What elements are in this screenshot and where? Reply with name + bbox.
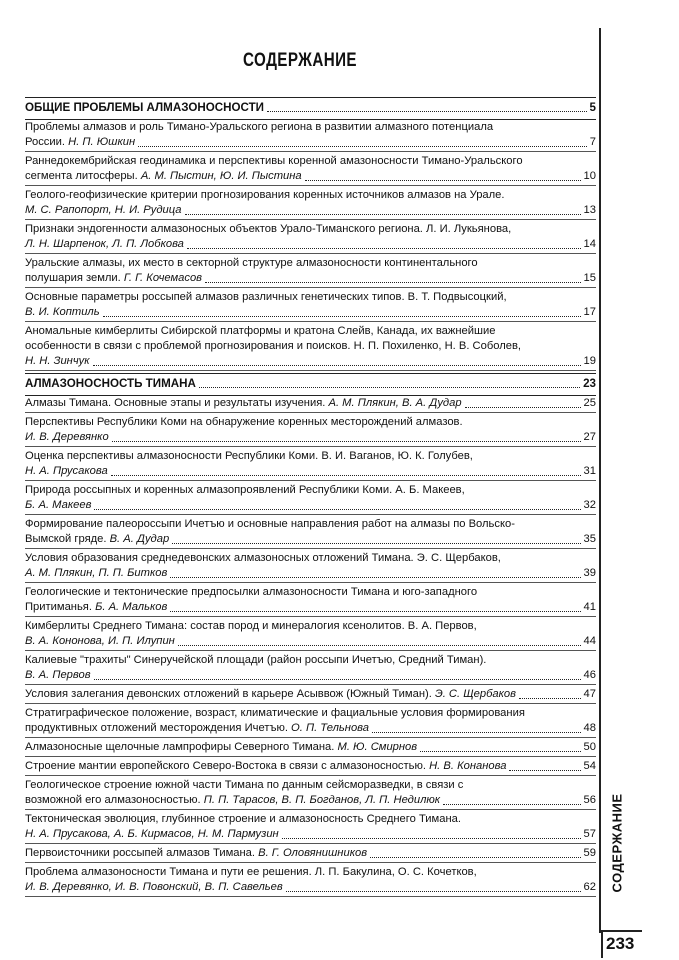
toc-entry [25,120,596,150]
entry-author: О. П. Тельнова [291,722,369,734]
leader-dots [282,838,581,839]
entry-author: Н. Н. Зинчук [25,355,90,367]
section-page: 5 [589,101,596,114]
entry-separator [25,321,596,322]
entry-line: Аномальные кимберлиты Сибирской платформы и кратона Слейв, Канада, их важнейшие [25,325,496,337]
entry-line: Проблемы алмазов и роль Тимано-Уральского региона в развитии алмазного потенциала [25,121,494,133]
entry-author: В. А. Кононова, И. П. Илупин [25,635,175,647]
toc-entry [25,256,596,286]
entry-author: Н. В. Конанова [429,760,507,772]
entry-title-tail: Алмазы Тимана. Основные этапы и результаты изучения. [25,397,329,409]
entry-author: М. С. Рапопорт, Н. И. Рудица [25,204,182,216]
entry-text [25,203,182,218]
entry-title-tail: Алмазоносные щелочные лампрофиры Северного Тимана. [25,741,338,753]
entry-line: Калиевые "трахиты" Синеручейской площади (район россыпи Ичетъю, Средний Тиман). [25,654,487,666]
entry-page: 35 [583,533,596,545]
section-page: 23 [583,377,596,390]
entry-line: Стратиграфическое положение, возраст, климатические и фациальные условия формирования [25,707,525,719]
entry-last-line [25,827,596,842]
entry-separator [25,287,596,288]
entry-line: Оценка перспективы алмазоносности Республики Коми. В. И. Ваганов, Ю. К. Голубев, [25,450,473,462]
entry-page: 50 [583,741,596,753]
entry-line: Геологические и тектонические предпосылки алмазоносности Тимана и юго-западного [25,586,478,598]
leader-dots [170,611,580,612]
entry-last-line [25,271,596,286]
entry-text [25,793,440,808]
toc-entry [25,290,596,320]
entry-author: Н. П. Юшкин [68,136,136,148]
entry-last-line [25,203,596,218]
entry-last-line [25,498,596,513]
entry-separator [25,480,596,481]
toc-entry [25,706,596,736]
entry-page: 41 [583,601,596,613]
entry-last-line [25,354,596,369]
entry-title-tail: Условия залегания девонских отложений в карьере Асыввож (Южный Тиман). [25,688,435,700]
entry-author: А. М. Плякин, В. А. Дудар [328,397,462,409]
entry-line: Кимберлиты Среднего Тимана: состав пород и минералогия ксенолитов. В. А. Первов, [25,620,477,632]
entry-line: Условия образования среднедевонских алмазоносных отложений Тимана. Э. С. Щербаков, [25,552,501,564]
entry-page: 31 [583,465,596,477]
entry-page: 15 [583,272,596,284]
entry-author: В. Г. Оловянишников [258,847,368,859]
entry-last-line [25,135,596,150]
entry-line: Уральские алмазы, их место в секторной структуре алмазоносности континентального [25,257,478,269]
entry-last-line [25,740,596,755]
leader-dots [420,751,580,752]
entry-author: А. М. Пыстин, Ю. И. Пыстина [140,170,302,182]
leader-dots [103,316,581,317]
entry-separator [25,412,596,413]
entry-last-line [25,634,596,649]
entry-text [25,600,167,615]
entry-text [25,668,91,683]
entry-title-tail: Притиманья. [25,601,96,613]
entry-page: 57 [583,828,596,840]
leader-dots [509,770,580,771]
entry-last-line [25,846,596,861]
toc-entry [25,846,596,861]
entry-title-tail: возможной его алмазоносностью. [25,794,204,806]
entry-line: Геолого-геофизические критерии прогнозирования коренных источников алмазов на Урале. [25,189,505,201]
toc-entry [25,324,596,369]
toc-entry [25,865,596,895]
entry-text [25,846,367,861]
entry-text [25,271,202,286]
entry-page: 59 [583,847,596,859]
entry-author: Н. А. Прусакова, А. Б. Кирмасов, Н. М. Пармузин [25,828,279,840]
entry-page: 7 [589,136,596,148]
entry-separator [25,737,596,738]
toc-entry [25,740,596,755]
entry-author: И. В. Деревянко [25,431,109,443]
entry-last-line [25,687,596,702]
entry-line: Раннедокембрийская геодинамика и перспективы коренной амазоносности Тимано-Уральского [25,155,523,167]
leader-dots [138,146,587,147]
entry-line: особенности в связи с проблемой прогнозирования и поисков. Н. П. Похиленко, Н. В. Соболев, [25,340,522,352]
entry-separator [25,151,596,152]
entry-line: Геологическое строение южной части Тимана по данным сейсморазведки, в связи с [25,779,464,791]
section-rule [25,373,596,374]
toc-entry [25,396,596,411]
entry-title-tail: России. [25,136,69,148]
leader-dots [519,698,581,699]
entry-page: 47 [583,688,596,700]
leader-dots [187,248,581,249]
entry-title-tail: Первоисточники россыпей алмазов Тимана. [25,847,259,859]
entry-text [25,396,462,411]
leader-dots [305,180,581,181]
entry-last-line [25,169,596,184]
entry-page: 62 [583,881,596,893]
toc-entry [25,551,596,581]
entry-text [25,498,91,513]
entry-line: Признаки эндогенности алмазоносных объектов Урало-Тиманского региона. Л. И. Лукьянова, [25,223,512,235]
entry-page: 10 [583,170,596,182]
entry-separator [25,650,596,651]
entry-title-tail: сегмента литосферы. [25,170,141,182]
entry-title-tail: Строение мантии европейского Северо-Востока в связи с алмазоносностью. [25,760,430,772]
entry-author: В. И. Коптиль [25,306,100,318]
section-heading [25,101,596,115]
entry-line: Перспективы Республики Коми на обнаружение коренных месторождений алмазов. [25,416,463,428]
leader-dots [443,804,580,805]
entry-separator [25,775,596,776]
leader-dots [172,543,580,544]
entry-page: 14 [583,238,596,250]
entry-author: Г. Г. Кочемасов [123,272,203,284]
entry-separator [25,843,596,844]
entry-last-line [25,464,596,479]
entry-last-line [25,430,596,445]
entry-separator [25,684,596,685]
toc-entry [25,415,596,445]
entry-page: 46 [583,669,596,681]
entry-separator [25,616,596,617]
entry-separator [25,756,596,757]
leader-dots [199,387,580,388]
entry-title-tail: продуктивных отложений месторождения Ичетъю. [25,722,292,734]
leader-dots [94,509,580,510]
leader-dots [178,645,581,646]
entry-page: 13 [583,204,596,216]
entry-separator [25,548,596,549]
toc-entry [25,812,596,842]
entry-page: 48 [583,722,596,734]
toc-entry [25,483,596,513]
entry-author: В. А. Первов [25,669,91,681]
section-heading-text: ОБЩИЕ ПРОБЛЕМЫ АЛМАЗОНОСНОСТИ [25,101,264,114]
entry-text [25,740,417,755]
side-label [604,788,630,898]
entry-author: Л. Н. Шарпенок, Л. П. Лобкова [25,238,184,250]
entry-text [25,430,109,445]
entry-page: 27 [583,431,596,443]
toc-entry [25,188,596,218]
leader-dots [93,365,581,366]
entry-author: А. М. Плякин, П. П. Битков [25,567,168,579]
entry-separator [25,582,596,583]
entry-separator [25,514,596,515]
entry-separator [25,253,596,254]
entry-page: 39 [583,567,596,579]
leader-dots [267,111,587,112]
entry-author: Б. А. Мальков [95,601,168,613]
leader-dots [170,577,580,578]
leader-dots [94,679,581,680]
entry-text [25,135,135,150]
entry-line: Проблема алмазоносности Тимана и пути ее решения. Л. П. Бакулина, О. С. Кочетков, [25,866,477,878]
entry-text [25,354,90,369]
entry-author: В. А. Дудар [109,533,170,545]
entry-line: Природа россыпных и коренных алмазопроявлений Республики Коми. А. Б. Макеев, [25,484,465,496]
leader-dots [112,441,581,442]
entry-separator [25,446,596,447]
entry-page: 32 [583,499,596,511]
entry-separator [25,862,596,863]
page-title: СОДЕРЖАНИЕ [243,50,357,71]
entry-last-line [25,396,596,411]
entry-page: 54 [583,760,596,772]
toc-entry [25,619,596,649]
toc-entry [25,222,596,252]
section-heading [25,377,596,391]
entry-text [25,827,279,842]
entry-text [25,759,506,774]
table-of-contents [25,97,596,899]
leader-dots [205,282,581,283]
entry-text [25,464,108,479]
toc-entry [25,687,596,702]
entry-page: 44 [583,635,596,647]
entry-last-line [25,600,596,615]
entry-page: 56 [583,794,596,806]
leader-dots [286,891,581,892]
entry-last-line [25,759,596,774]
entry-text [25,880,283,895]
entry-author: Э. С. Щербаков [434,688,516,700]
toc-entry [25,585,596,615]
leader-dots [185,214,581,215]
entry-page: 25 [583,397,596,409]
entry-line: Формирование палеороссыпи Ичетъю и основные направления работ на алмазы по Вольско- [25,518,515,530]
entry-last-line [25,532,596,547]
entry-author: И. В. Деревянко, И. В. Повонский, В. П. Савельев [25,881,283,893]
entry-title-tail: полушария земли. [25,272,124,284]
entry-text [25,721,369,736]
section-heading-text: АЛМАЗОНОСНОСТЬ ТИМАНА [25,377,196,390]
entry-last-line [25,305,596,320]
entry-page: 17 [583,306,596,318]
entry-author: Н. А. Прусакова [25,465,108,477]
entry-text [25,305,100,320]
entry-separator [25,703,596,704]
toc-entry [25,653,596,683]
toc-entry [25,154,596,184]
leader-dots [370,857,581,858]
entry-text [25,169,302,184]
leader-dots [111,475,581,476]
entry-author: М. Ю. Смирнов [337,741,418,753]
entry-line: Тектоническая эволюция, глубинное строение и алмазоносность Среднего Тимана. [25,813,461,825]
page-number: 233 [606,934,635,953]
entry-title-tail: Вымской гряде. [25,533,110,545]
entry-text [25,532,169,547]
entry-line: Основные параметры россыпей алмазов различных генетических типов. В. Т. Подвысоцкий, [25,291,507,303]
entry-last-line [25,721,596,736]
entry-text [25,634,175,649]
entry-last-line [25,793,596,808]
side-label-text: СОДЕРЖАНИЕ [609,793,625,893]
entry-separator [25,219,596,220]
entry-separator [25,809,596,810]
entry-text [25,237,184,252]
entry-last-line [25,566,596,581]
entry-separator [25,370,596,371]
entry-last-line [25,880,596,895]
toc-entry [25,778,596,808]
entry-author: П. П. Тарасов, В. П. Богданов, Л. П. Недилюк [203,794,441,806]
leader-dots [465,407,581,408]
vertical-rule [599,28,601,933]
entry-separator [25,185,596,186]
entry-last-line [25,237,596,252]
toc-entry [25,517,596,547]
section-rule [25,97,596,98]
toc-entry [25,449,596,479]
entry-separator [25,896,596,897]
entry-text [25,687,516,702]
leader-dots [372,732,581,733]
entry-last-line [25,668,596,683]
entry-author: Б. А. Макеев [25,499,92,511]
entry-page: 19 [583,355,596,367]
toc-entry [25,759,596,774]
entry-text [25,566,167,581]
